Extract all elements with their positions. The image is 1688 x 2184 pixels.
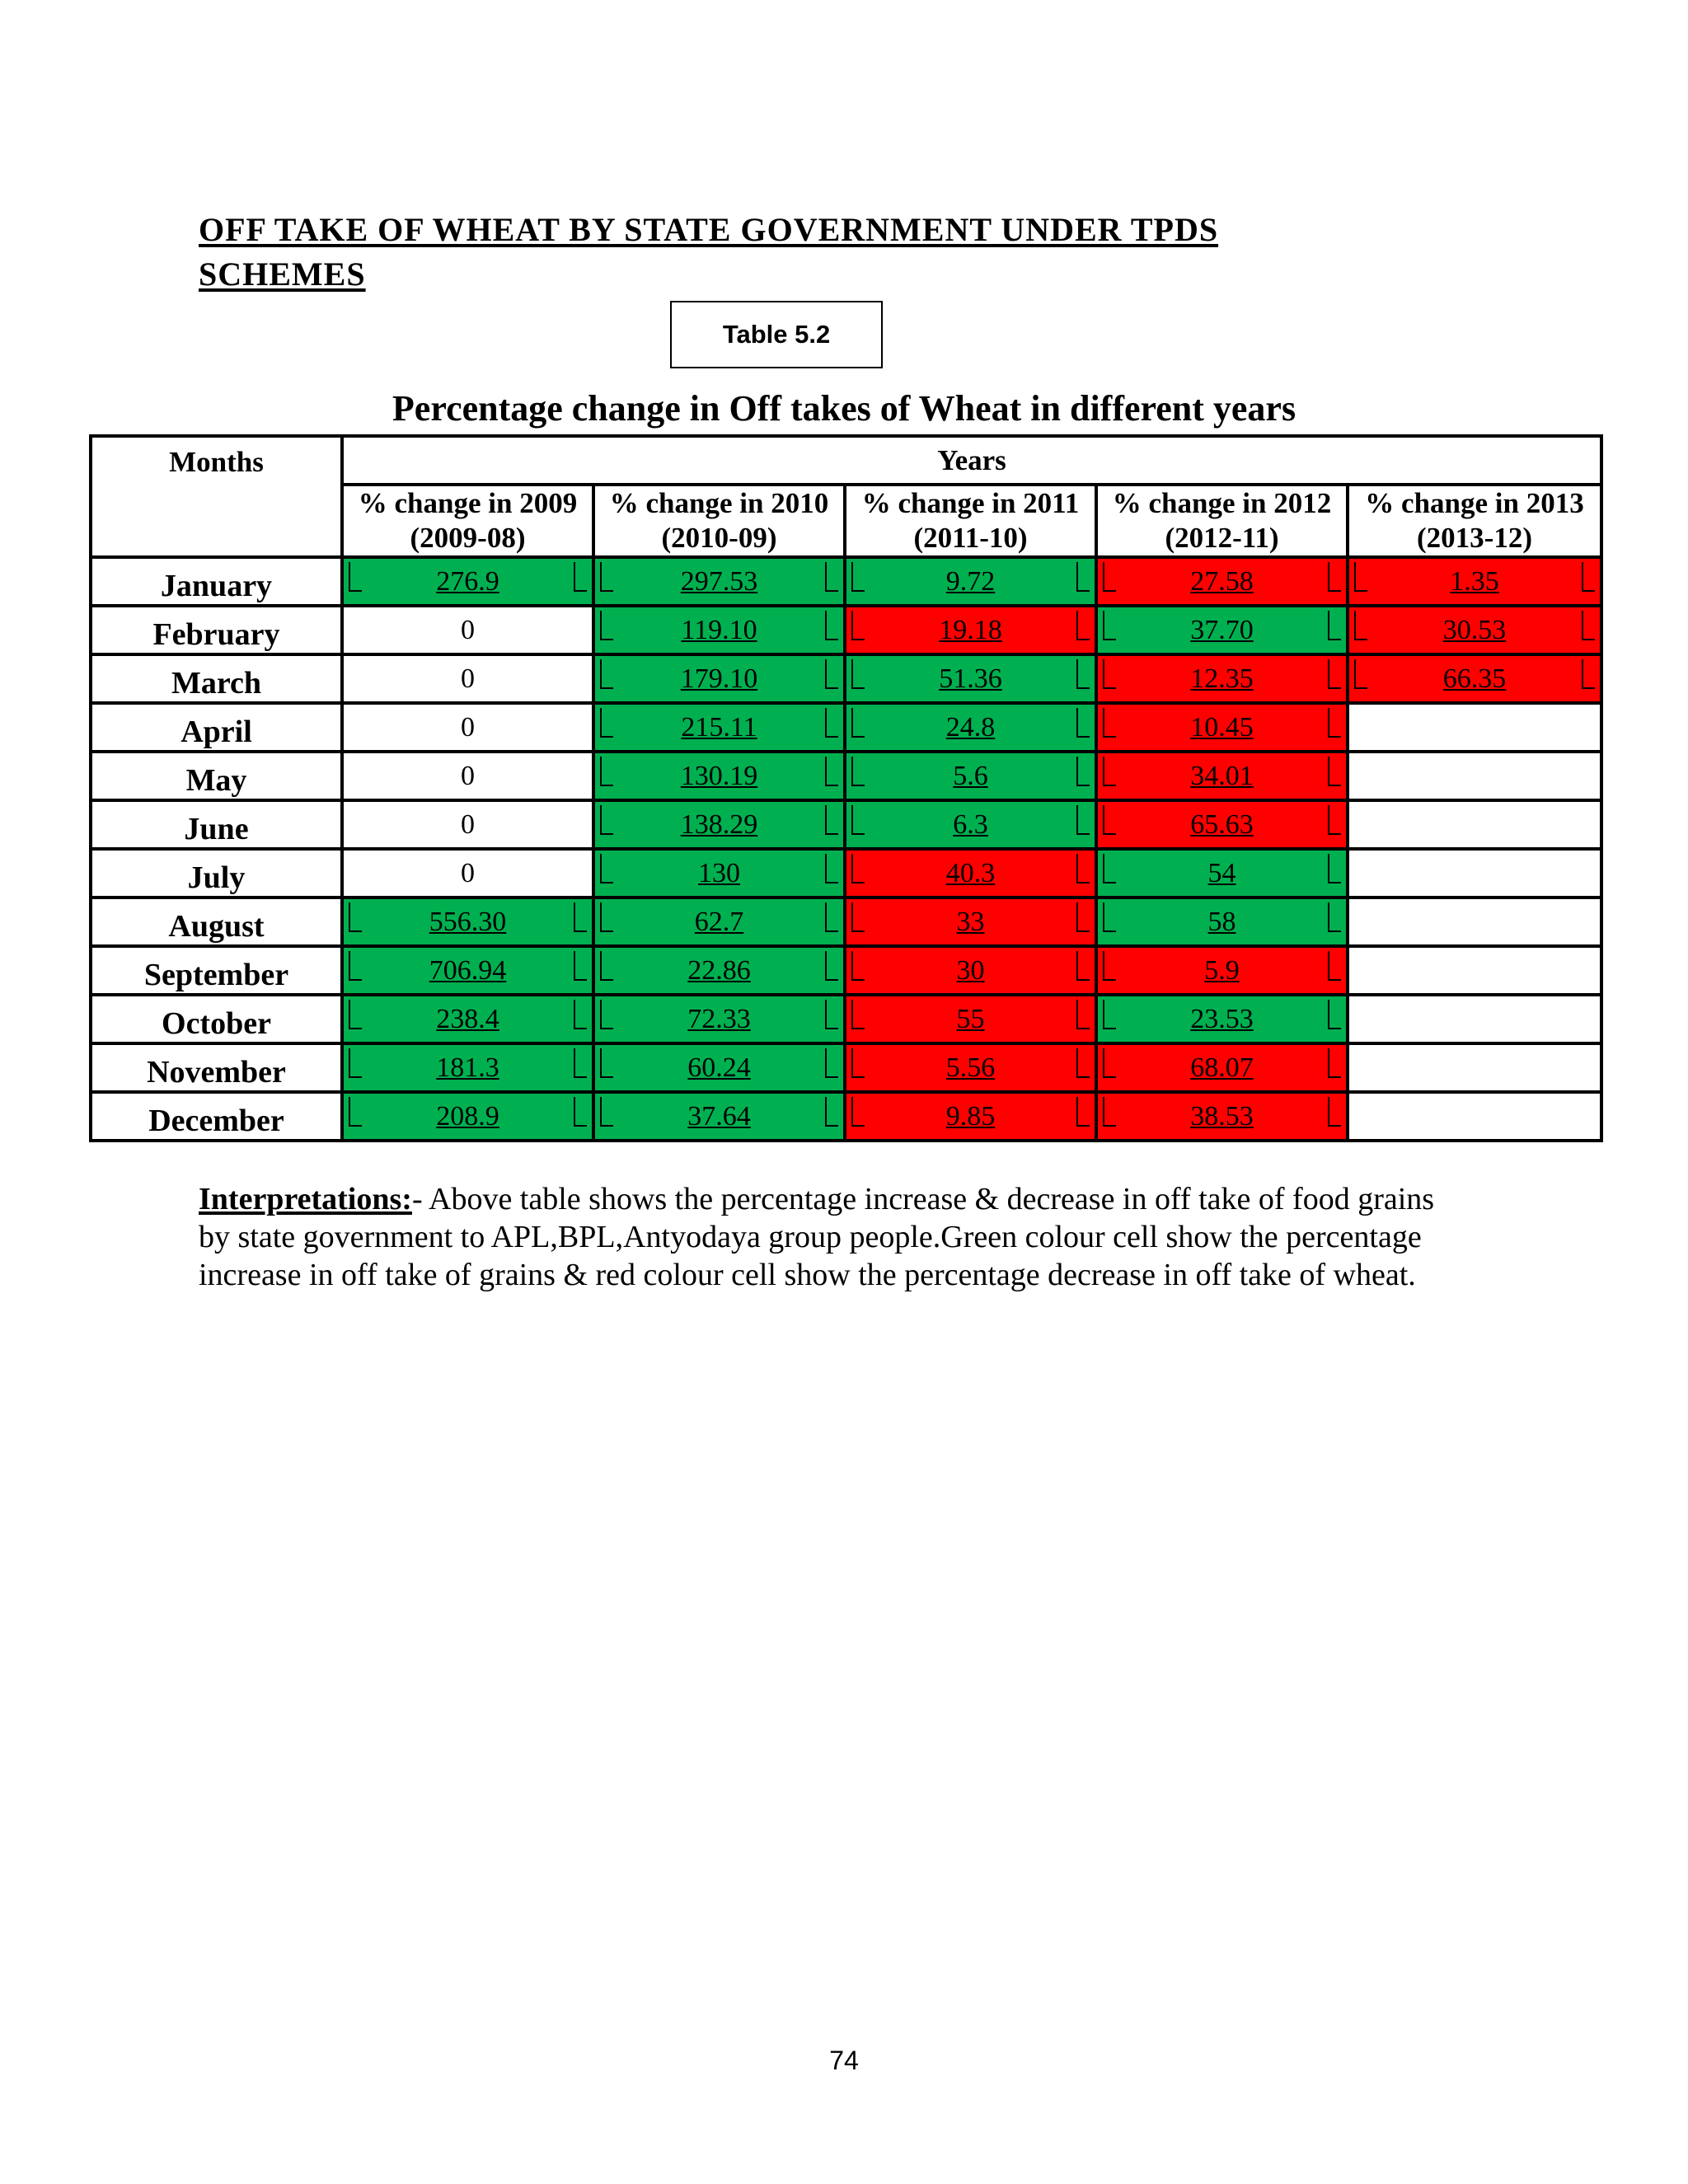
cell-marker	[349, 902, 362, 932]
cell-marker	[600, 659, 613, 689]
table-cell	[845, 946, 1096, 995]
cell-marker	[574, 1048, 587, 1078]
cell-marker	[825, 902, 838, 932]
cell-marker	[825, 611, 838, 640]
table-cell	[1096, 898, 1348, 946]
cell-marker	[1582, 562, 1595, 592]
cell-marker	[825, 659, 838, 689]
cell-marker	[349, 951, 362, 981]
cell-marker	[1076, 902, 1090, 932]
table-row	[91, 1043, 1601, 1092]
table-cell	[1348, 703, 1601, 752]
offtake-table	[89, 434, 1603, 1142]
cell-marker	[1328, 757, 1341, 786]
month-label: February	[91, 606, 342, 654]
table-cell	[593, 557, 845, 606]
cell-value: 68.07	[1190, 1052, 1254, 1083]
cell-marker	[1076, 611, 1090, 640]
cell-value: 40.3	[945, 857, 996, 888]
cell-value: 208.9	[436, 1100, 499, 1132]
cell-marker	[1076, 854, 1090, 883]
cell-marker	[600, 854, 613, 883]
cell-marker	[825, 1097, 838, 1127]
table-cell	[342, 703, 593, 752]
table-cell	[1348, 946, 1601, 995]
month-label: January	[91, 557, 342, 606]
table-row	[91, 606, 1601, 654]
table-row	[91, 849, 1601, 898]
cell-marker	[574, 562, 587, 592]
cell-marker	[1076, 562, 1090, 592]
cell-marker	[1328, 708, 1341, 738]
cell-marker	[574, 1000, 587, 1029]
table-cell	[593, 1043, 845, 1092]
cell-marker	[1103, 1048, 1116, 1078]
table-cell	[845, 654, 1096, 703]
table-cell	[1096, 995, 1348, 1043]
cell-marker	[1076, 1000, 1090, 1029]
cell-marker	[1328, 1000, 1341, 1029]
table-cell	[1096, 557, 1348, 606]
cell-marker	[851, 1048, 865, 1078]
table-row	[91, 654, 1601, 703]
cell-value: 60.24	[687, 1052, 751, 1083]
cell-value: 55	[956, 1003, 985, 1034]
cell-value: 30.53	[1442, 614, 1507, 645]
table-cell	[342, 800, 593, 849]
cell-marker	[1354, 659, 1367, 689]
cell-value: 0	[461, 808, 475, 840]
table-cell	[845, 752, 1096, 800]
cell-marker	[349, 1048, 362, 1078]
table-cell	[593, 752, 845, 800]
table-cell	[1348, 606, 1601, 654]
cell-marker	[851, 562, 865, 592]
month-label: April	[91, 703, 342, 752]
table-cell	[593, 1092, 845, 1141]
table-cell	[593, 898, 845, 946]
table-row	[91, 800, 1601, 849]
table-body	[91, 557, 1601, 1141]
cell-marker	[1103, 1000, 1116, 1029]
cell-value: 65.63	[1190, 808, 1254, 840]
cell-marker	[1354, 611, 1367, 640]
cell-marker	[1103, 562, 1116, 592]
month-label: December	[91, 1092, 342, 1141]
table-row	[91, 752, 1601, 800]
cell-marker	[600, 805, 613, 835]
cell-value: 33	[956, 906, 985, 937]
table-row	[91, 557, 1601, 606]
cell-marker	[825, 854, 838, 883]
column-header: % change in 2013 (2013-12)	[1348, 485, 1601, 557]
cell-marker	[1076, 659, 1090, 689]
interpretation-paragraph	[199, 1180, 1468, 1294]
cell-marker	[349, 562, 362, 592]
table-cell	[845, 995, 1096, 1043]
table-cell	[1348, 849, 1601, 898]
cell-marker	[1582, 611, 1595, 640]
cell-value: 66.35	[1442, 663, 1507, 694]
cell-value: 0	[461, 614, 475, 645]
month-label: March	[91, 654, 342, 703]
cell-value: 62.7	[694, 906, 744, 937]
cell-value: 34.01	[1190, 760, 1254, 791]
cell-value: 38.53	[1190, 1100, 1254, 1132]
table-cell	[1348, 995, 1601, 1043]
table-cell	[593, 849, 845, 898]
table-cell	[845, 1043, 1096, 1092]
cell-marker	[600, 1097, 613, 1127]
cell-marker	[851, 854, 865, 883]
cell-marker	[851, 1097, 865, 1127]
table-cell	[342, 606, 593, 654]
cell-marker	[1103, 659, 1116, 689]
cell-value: 22.86	[687, 954, 751, 986]
cell-value: 30	[956, 954, 985, 986]
cell-value: 119.10	[681, 614, 757, 645]
interpretation-label: Interpretations:	[199, 1182, 412, 1216]
cell-value: 130.19	[680, 760, 758, 791]
cell-value: 1.35	[1450, 565, 1499, 597]
cell-marker	[1103, 854, 1116, 883]
cell-marker	[851, 708, 865, 738]
cell-value: 54	[1207, 857, 1236, 888]
cell-marker	[349, 1000, 362, 1029]
cell-value: 5.56	[945, 1052, 996, 1083]
cell-value: 276.9	[436, 565, 499, 597]
cell-value: 130	[698, 857, 740, 888]
table-cell	[1096, 1092, 1348, 1141]
cell-marker	[851, 1000, 865, 1029]
cell-marker	[1328, 562, 1341, 592]
cell-marker	[1103, 757, 1116, 786]
cell-value: 37.64	[687, 1100, 751, 1132]
cell-marker	[1076, 708, 1090, 738]
cell-marker	[1076, 951, 1090, 981]
cell-marker	[1076, 805, 1090, 835]
table-cell	[1096, 752, 1348, 800]
table-row	[91, 1092, 1601, 1141]
table-cell	[1096, 654, 1348, 703]
cell-value: 51.36	[939, 663, 1002, 694]
table-cell	[1348, 752, 1601, 800]
table-cell	[1348, 898, 1601, 946]
cell-marker	[1328, 951, 1341, 981]
table-cell	[593, 606, 845, 654]
cell-value: 9.85	[945, 1100, 996, 1132]
column-header: % change in 2010 (2010-09)	[593, 485, 845, 557]
cell-marker	[825, 708, 838, 738]
cell-marker	[600, 757, 613, 786]
cell-marker	[825, 1048, 838, 1078]
table-cell	[845, 898, 1096, 946]
cell-marker	[1103, 611, 1116, 640]
table-cell	[1348, 800, 1601, 849]
cell-marker	[1103, 951, 1116, 981]
month-label: November	[91, 1043, 342, 1092]
cell-value: 297.53	[680, 565, 758, 597]
cell-marker	[349, 1097, 362, 1127]
document-heading: OFF TAKE OF WHEAT BY STATE GOVERNMENT UNDER TPDS SCHEMES	[199, 211, 1219, 293]
table-label: Table 5.2	[670, 301, 883, 368]
page-number: 74	[829, 2046, 859, 2075]
cell-value: 215.11	[681, 711, 757, 743]
cell-marker	[851, 659, 865, 689]
cell-value: 556.30	[429, 906, 507, 937]
cell-marker	[825, 1000, 838, 1029]
cell-marker	[574, 1097, 587, 1127]
cell-value: 0	[461, 857, 475, 888]
table-cell	[1096, 946, 1348, 995]
cell-marker	[600, 951, 613, 981]
table-row	[91, 703, 1601, 752]
table-cell	[593, 946, 845, 995]
cell-marker	[1076, 1097, 1090, 1127]
month-label: September	[91, 946, 342, 995]
cell-value: 72.33	[687, 1003, 751, 1034]
cell-value: 0	[461, 663, 475, 694]
cell-marker	[600, 611, 613, 640]
cell-value: 10.45	[1190, 711, 1254, 743]
table-cell	[1096, 703, 1348, 752]
cell-marker	[1328, 805, 1341, 835]
cell-value: 9.72	[945, 565, 996, 597]
cell-marker	[1328, 854, 1341, 883]
cell-marker	[1328, 902, 1341, 932]
table-cell	[845, 703, 1096, 752]
cell-value: 238.4	[436, 1003, 499, 1034]
cell-value: 27.58	[1190, 565, 1254, 597]
cell-marker	[851, 902, 865, 932]
table-cell	[593, 654, 845, 703]
cell-marker	[574, 951, 587, 981]
table-cell	[342, 898, 593, 946]
table-cell	[342, 995, 593, 1043]
month-label: October	[91, 995, 342, 1043]
table-cell	[1096, 800, 1348, 849]
table-cell	[342, 557, 593, 606]
table-cell	[845, 1092, 1096, 1141]
cell-marker	[851, 757, 865, 786]
cell-marker	[600, 1048, 613, 1078]
cell-marker	[1328, 1097, 1341, 1127]
cell-value: 23.53	[1190, 1003, 1254, 1034]
cell-value: 12.35	[1190, 663, 1254, 694]
table-cell	[1096, 849, 1348, 898]
table-cell	[593, 800, 845, 849]
cell-value: 181.3	[436, 1052, 499, 1083]
cell-marker	[600, 708, 613, 738]
table-cell	[845, 800, 1096, 849]
cell-value: 19.18	[939, 614, 1002, 645]
cell-marker	[600, 562, 613, 592]
table-cell	[342, 946, 593, 995]
month-label: August	[91, 898, 342, 946]
cell-value: 37.70	[1190, 614, 1254, 645]
table-cell	[342, 1092, 593, 1141]
table-cell	[342, 1043, 593, 1092]
cell-value: 0	[461, 760, 475, 791]
cell-value: 58	[1207, 906, 1236, 937]
cell-marker	[825, 805, 838, 835]
table-cell	[593, 703, 845, 752]
cell-value: 138.29	[680, 808, 758, 840]
cell-value: 6.3	[953, 808, 988, 840]
cell-marker	[851, 951, 865, 981]
table-cell	[1096, 606, 1348, 654]
table-cell	[342, 849, 593, 898]
cell-marker	[574, 902, 587, 932]
cell-marker	[825, 562, 838, 592]
table-cell	[845, 849, 1096, 898]
cell-marker	[1328, 611, 1341, 640]
table-caption: Percentage change in Off takes of Wheat in different years	[392, 388, 1296, 429]
cell-marker	[1103, 708, 1116, 738]
cell-value: 179.10	[680, 663, 758, 694]
month-label: May	[91, 752, 342, 800]
cell-marker	[600, 902, 613, 932]
table-cell	[342, 654, 593, 703]
cell-value: 706.94	[429, 954, 507, 986]
table-row	[91, 898, 1601, 946]
cell-marker	[1103, 805, 1116, 835]
cell-value: 5.6	[953, 760, 988, 791]
cell-value: 24.8	[945, 711, 996, 743]
years-header: Years	[342, 436, 1601, 485]
column-header: % change in 2012 (2012-11)	[1096, 485, 1348, 557]
table-cell	[593, 995, 845, 1043]
table-cell	[1348, 1092, 1601, 1141]
cell-marker	[825, 757, 838, 786]
cell-marker	[1328, 659, 1341, 689]
table-cell	[1348, 654, 1601, 703]
cell-value: 0	[461, 711, 475, 743]
cell-marker	[1103, 902, 1116, 932]
cell-marker	[1103, 1097, 1116, 1127]
table-row	[91, 995, 1601, 1043]
cell-marker	[1076, 757, 1090, 786]
column-header: % change in 2009 (2009-08)	[342, 485, 593, 557]
table-cell	[845, 606, 1096, 654]
cell-marker	[1328, 1048, 1341, 1078]
table-cell	[342, 752, 593, 800]
month-label: June	[91, 800, 342, 849]
cell-marker	[600, 1000, 613, 1029]
month-label: July	[91, 849, 342, 898]
column-header: % change in 2011 (2011-10)	[845, 485, 1096, 557]
interpretation-text: - Above table shows the percentage increase & decrease in off take of food grains by state government to APL,BPL,Antyodaya group people.Green colour cell show the percentage increase in off take of grains & red colour cell show the percentage decrease in off take of wheat.	[199, 1182, 1435, 1292]
cell-marker	[1076, 1048, 1090, 1078]
table-cell	[1348, 557, 1601, 606]
table-row	[91, 946, 1601, 995]
table-cell	[1348, 1043, 1601, 1092]
cell-marker	[851, 611, 865, 640]
months-header: Months	[91, 436, 342, 557]
cell-marker	[1354, 562, 1367, 592]
cell-marker	[825, 951, 838, 981]
table-cell	[1096, 1043, 1348, 1092]
cell-marker	[1582, 659, 1595, 689]
cell-value: 5.9	[1204, 954, 1240, 986]
table-cell	[845, 557, 1096, 606]
cell-marker	[851, 805, 865, 835]
